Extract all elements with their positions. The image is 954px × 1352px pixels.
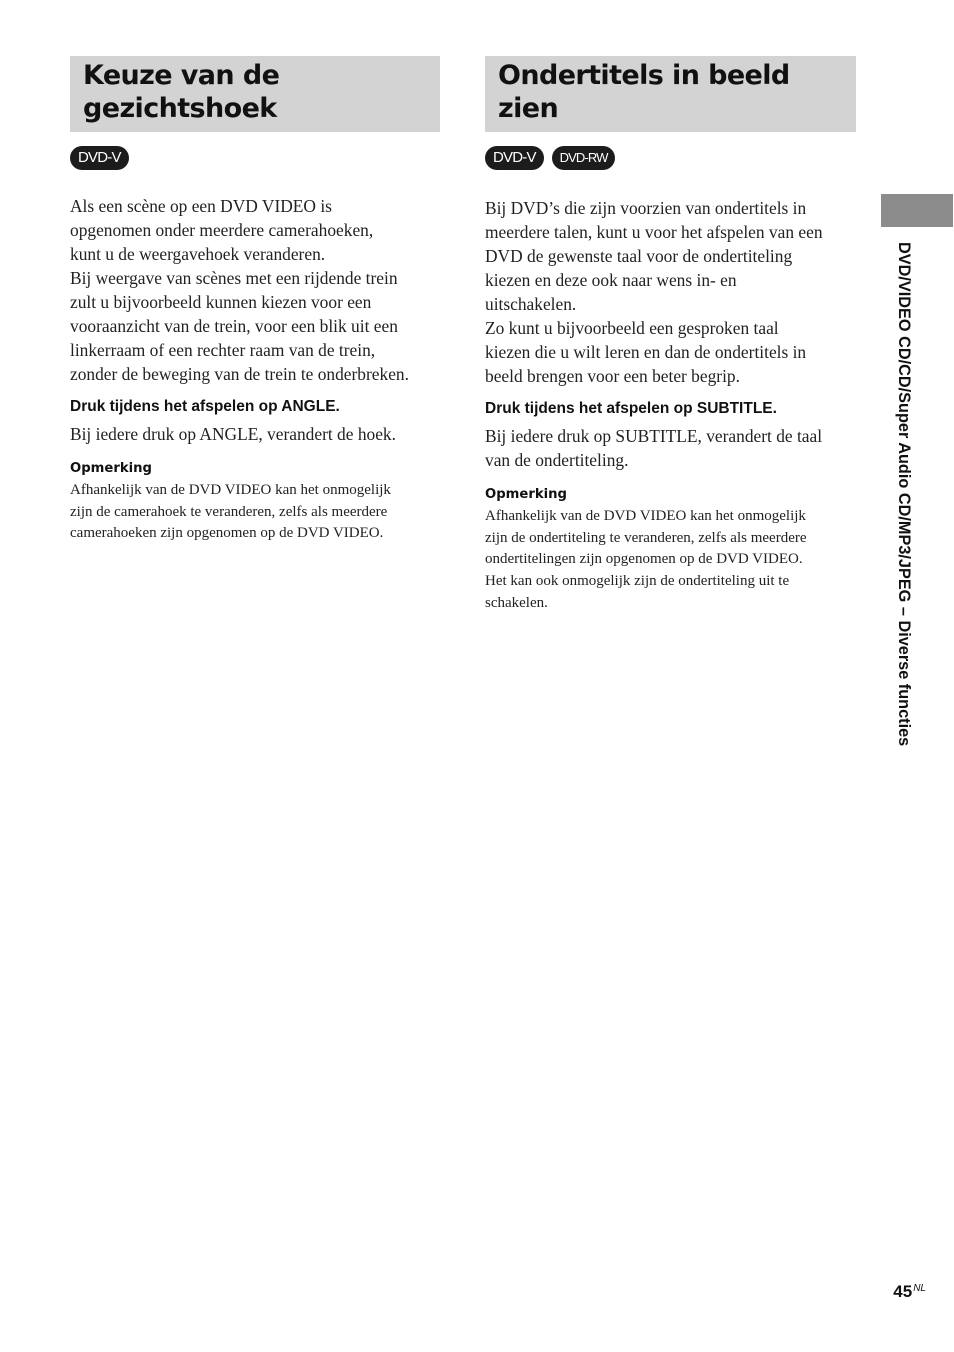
angle-note-text bbox=[70, 480, 440, 545]
section-subtitles bbox=[485, 56, 856, 615]
page-language-suffix: NL bbox=[913, 1283, 926, 1294]
text-line: zonder de beweging van de trein te onderbreken. bbox=[70, 363, 409, 384]
text-line: Bij weergave van scènes met een rijdende trein bbox=[70, 267, 398, 288]
section-camera-angle bbox=[70, 56, 440, 545]
text-line: ondertitelingen zijn opgenomen op de DVD VIDEO. bbox=[485, 551, 803, 568]
text-line: Zo kunt u bijvoorbeeld een gesproken taal bbox=[485, 317, 779, 338]
subtitle-note-text bbox=[485, 506, 856, 615]
text-line: van de ondertiteling. bbox=[485, 449, 629, 470]
section-title-subtitles: Ondertitels in beeld zien bbox=[485, 56, 856, 132]
chapter-side-label-text: DVD/VIDEO CD/CD/Super Audio CD/MP3/JPEG – Diverse functies bbox=[895, 242, 913, 747]
text-line: meerdere talen, kunt u voor het afspelen van een bbox=[485, 221, 823, 242]
disc-type-badges bbox=[70, 146, 440, 172]
angle-instruction: Druk tijdens het afspelen op ANGLE. bbox=[70, 397, 340, 415]
title-line-2: gezichtshoek bbox=[83, 92, 277, 124]
chapter-tab-marker bbox=[881, 194, 953, 227]
text-line: Het kan ook onmogelijk zijn de ondertiteling uit te bbox=[485, 573, 790, 590]
text-line: kiezen die u wilt leren en dan de ondertitels in bbox=[485, 341, 807, 362]
text-line: vooraanzicht van de trein, voor een blik uit een bbox=[70, 315, 398, 336]
subtitle-instruction: Druk tijdens het afspelen op SUBTITLE. bbox=[485, 399, 777, 417]
subtitle-result bbox=[485, 424, 856, 472]
subtitle-note-title: Opmerking bbox=[485, 486, 567, 502]
text-line: uitschakelen. bbox=[485, 293, 577, 314]
text-line: zult u bijvoorbeeld kunnen kiezen voor een bbox=[70, 291, 372, 312]
text-line: Bij iedere druk op SUBTITLE, verandert de taal bbox=[485, 425, 823, 446]
angle-result: Bij iedere druk op ANGLE, verandert de hoek. bbox=[70, 423, 396, 444]
page-number bbox=[893, 1282, 926, 1302]
page-number-value: 45 bbox=[893, 1282, 913, 1301]
text-line: Afhankelijk van de DVD VIDEO kan het onmogelijk bbox=[70, 481, 391, 498]
dvd-v-badge: DVD-V bbox=[70, 146, 129, 170]
text-line: opgenomen onder meerdere camerahoeken, bbox=[70, 219, 374, 240]
text-line: camerahoeken zijn opgenomen op de DVD VIDEO. bbox=[70, 525, 384, 542]
text-line: linkerraam of een rechter raam van de trein, bbox=[70, 339, 376, 360]
title-line-1: Keuze van de bbox=[83, 60, 280, 91]
subtitle-intro-paragraph bbox=[485, 196, 856, 388]
angle-intro-paragraph bbox=[70, 194, 440, 386]
dvd-v-badge: DVD-V bbox=[485, 146, 544, 170]
text-line: zijn de ondertiteling te veranderen, zelfs als meerdere bbox=[485, 529, 807, 546]
text-line: kiezen en deze ook naar wens in- en bbox=[485, 269, 737, 290]
dvd-rw-badge: DVD-RW bbox=[552, 146, 616, 170]
text-line: kunt u de weergavehoek veranderen. bbox=[70, 243, 326, 264]
disc-type-badges bbox=[485, 146, 856, 172]
text-line: DVD de gewenste taal voor de ondertiteling bbox=[485, 245, 793, 266]
text-line: Afhankelijk van de DVD VIDEO kan het onmogelijk bbox=[485, 507, 806, 524]
text-line: schakelen. bbox=[485, 595, 548, 612]
text-line: zijn de camerahoek te veranderen, zelfs als meerdere bbox=[70, 503, 388, 520]
text-line: beeld brengen voor een beter begrip. bbox=[485, 365, 740, 386]
text-line: Als een scène op een DVD VIDEO is bbox=[70, 195, 332, 216]
text-line: Bij DVD’s die zijn voorzien van ondertitels in bbox=[485, 197, 807, 218]
angle-note-title: Opmerking bbox=[70, 460, 152, 476]
section-title-angle bbox=[70, 56, 440, 132]
